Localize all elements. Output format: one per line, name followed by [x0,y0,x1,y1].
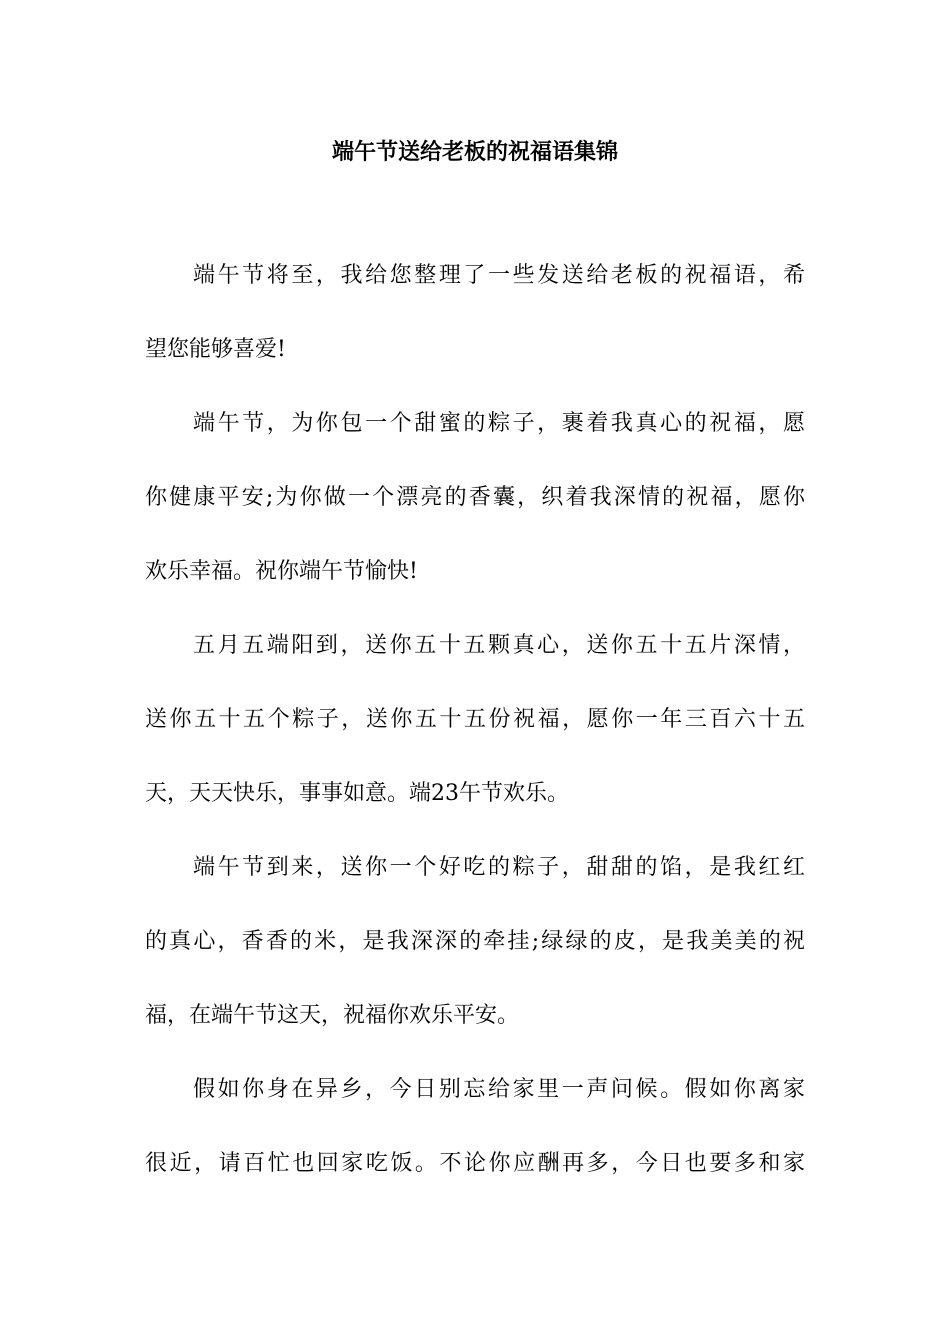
paragraph-4-line-2: 的真心，香香的米，是我深深的牵挂;绿绿的皮，是我美美的祝 [145,929,805,954]
document-title: 端午节送给老板的祝福语集锦 [331,139,618,165]
paragraph-3-line-2: 送你五十五个粽子，送你五十五份祝福，愿你一年三百六十五 [145,707,805,732]
paragraph-5-line-1: 假如你身在异乡，今日别忘给家里一声问候。假如你离家 [193,1077,805,1102]
paragraph-3-line-1: 五月五端阳到，送你五十五颗真心，送你五十五片深情， [193,633,805,658]
paragraph-2-line-2: 你健康平安;为你做一个漂亮的香囊，织着我深情的祝福，愿你 [145,485,805,510]
paragraph-3-line-3: 天，天天快乐，事事如意。端23午节欢乐。 [145,781,569,806]
paragraph-1-line-2: 望您能够喜爱! [145,337,286,362]
paragraph-4-line-1: 端午节到来，送你一个好吃的粽子，甜甜的馅，是我红红 [193,855,805,880]
paragraph-4-line-3: 福，在端午节这天，祝福你欢乐平安。 [145,1003,520,1028]
paragraph-2-line-1: 端午节，为你包一个甜蜜的粽子，裹着我真心的祝福，愿 [193,411,805,436]
paragraph-5-line-2: 很近，请百忙也回家吃饭。不论你应酬再多，今日也要多和家 [145,1151,805,1176]
paragraph-2-line-3: 欢乐幸福。祝你端午节愉快! [145,559,418,584]
paragraph-1-line-1: 端午节将至，我给您整理了一些发送给老板的祝福语，希 [193,263,805,288]
